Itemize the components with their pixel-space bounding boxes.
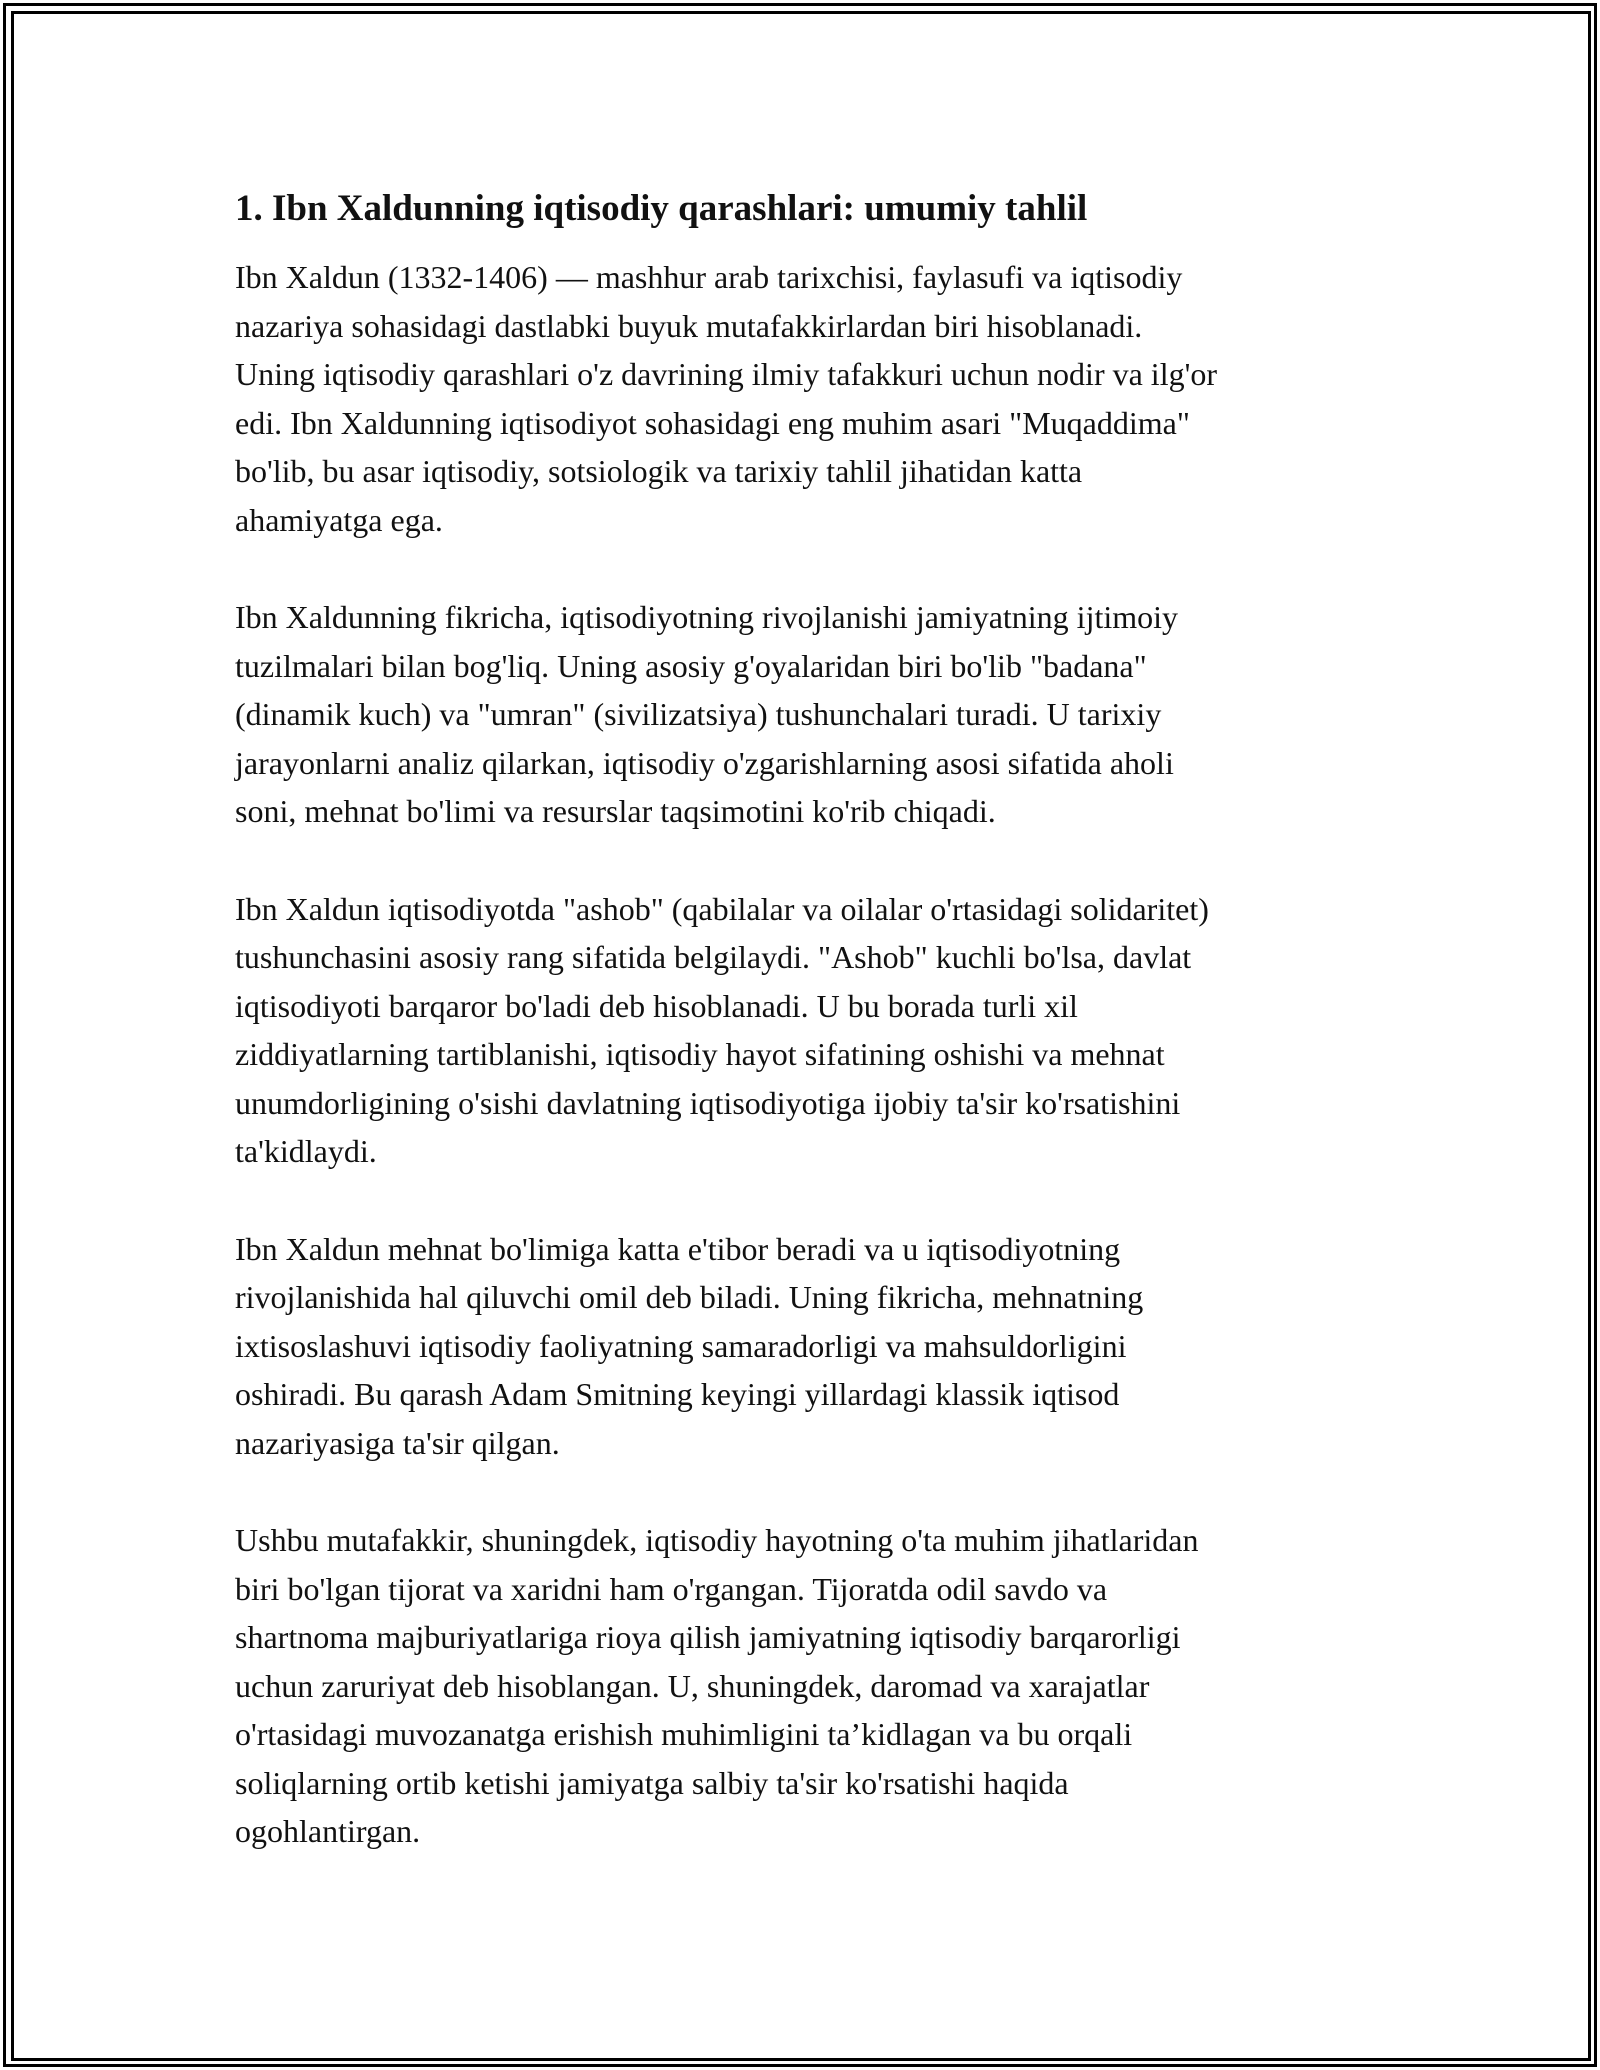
paragraph-4 <box>235 1225 1385 1468</box>
text-line: biri bo'lgan tijorat va xaridni ham o'rgangan. Tijoratda odil savdo va <box>235 1570 1108 1607</box>
text-line: ogohlantirgan. <box>235 1813 421 1849</box>
text-line: soliqlarning ortib ketishi jamiyatga salbiy ta'sir ko'rsatishi haqida <box>235 1764 1069 1801</box>
text-line: Uning iqtisodiy qarashlari o'z davrining ilmiy tafakkuri uchun nodir va ilg'or <box>235 356 1217 392</box>
text-line: o'rtasidagi muvozanatga erishish muhimligini ta’kidlagan va bu orqali <box>235 1716 1133 1752</box>
text-line: ziddiyatlarning tartiblanishi, iqtisodiy hayot sifatining oshishi va mehnat <box>235 1036 1165 1072</box>
text-line: nazariya sohasidagi dastlabki buyuk mutafakkirlardan biri hisoblanadi. <box>235 307 1143 344</box>
text-line: ta'kidlaydi. <box>235 1133 377 1169</box>
document-body <box>235 185 1385 1905</box>
text-line: tuzilmalari bilan bog'liq. Uning asosiy g'oyalaridan biri bo'lib "badana" <box>235 647 1147 684</box>
text-line: soni, mehnat bo'limi va resurslar taqsimotini ko'rib chiqadi. <box>235 793 996 829</box>
text-line: oshiradi. Bu qarash Adam Smitning keyingi yillardagi klassik iqtisod <box>235 1376 1120 1412</box>
paragraph-1 <box>235 253 1385 544</box>
text-line: Ibn Xaldun mehnat bo'limiga katta e'tibor beradi va u iqtisodiyotning <box>235 1230 1121 1267</box>
text-line: edi. Ibn Xaldunning iqtisodiyot sohasidagi eng muhim asari "Muqaddima" <box>235 404 1190 441</box>
text-line: shartnoma majburiyatlariga rioya qilish jamiyatning iqtisodiy barqarorligi <box>235 1619 1181 1655</box>
text-line: uchun zaruriyat deb hisoblangan. U, shuningdek, daromad va xarajatlar <box>235 1667 1150 1704</box>
text-line: bo'lib, bu asar iqtisodiy, sotsiologik va tarixiy tahlil jihatidan katta <box>235 453 1083 489</box>
text-line: jarayonlarni analiz qilarkan, iqtisodiy o'zgarishlarning asosi sifatida aholi <box>235 744 1174 781</box>
text-line: iqtisodiyoti barqaror bo'ladi deb hisoblanadi. U bu borada turli xil <box>235 987 1078 1024</box>
text-line: (dinamik kuch) va "umran" (sivilizatsiya) tushunchalari turadi. U tarixiy <box>235 696 1162 732</box>
text-line: Ushbu mutafakkir, shuningdek, iqtisodiy hayotning o'ta muhim jihatlaridan <box>235 1522 1199 1558</box>
text-line: ixtisoslashuvi iqtisodiy faoliyatning samaradorligi va mahsuldorligini <box>235 1327 1127 1364</box>
text-line: rivojlanishida hal qiluvchi omil deb biladi. Uning fikricha, mehnatning <box>235 1279 1144 1315</box>
paragraph-3 <box>235 885 1385 1176</box>
text-line: Ibn Xaldunning fikricha, iqtisodiyotning rivojlanishi jamiyatning ijtimoiy <box>235 599 1179 635</box>
text-line: Ibn Xaldun (1332-1406) — mashhur arab tarixchisi, faylasufi va iqtisodiy <box>235 259 1183 295</box>
paragraph-2 <box>235 593 1385 836</box>
section-heading: 1. Ibn Xaldunning iqtisodiy qarashlari: umumiy tahlil <box>235 188 1088 229</box>
paragraph-5 <box>235 1516 1385 1856</box>
text-line: Ibn Xaldun iqtisodiyotda "ashob" (qabilalar va oilalar o'rtasidagi solidaritet) <box>235 890 1209 927</box>
text-line: nazariyasiga ta'sir qilgan. <box>235 1424 560 1461</box>
text-line: unumdorligining o'sishi davlatning iqtisodiyotiga ijobiy ta'sir ko'rsatishini <box>235 1084 1181 1121</box>
text-line: tushunchasini asosiy rang sifatida belgilaydi. "Ashob" kuchli bo'lsa, davlat <box>235 939 1192 975</box>
text-line: ahamiyatga ega. <box>235 501 443 538</box>
